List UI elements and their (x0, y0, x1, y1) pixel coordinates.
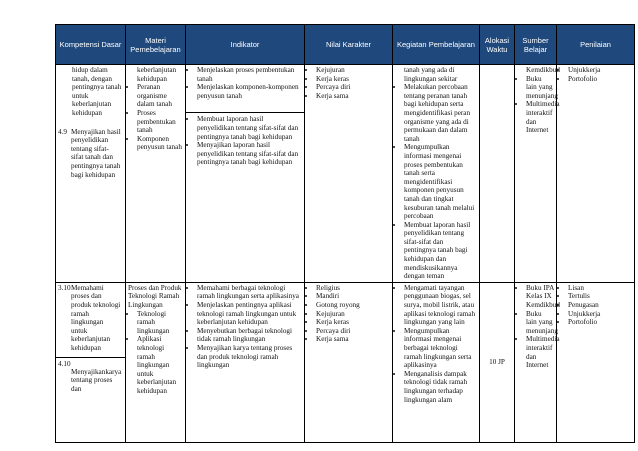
list-item: • Kejujuran (316, 310, 390, 319)
kd-text: Menyajikankarya tentang proses dan (71, 367, 122, 393)
table-row (56, 282, 635, 442)
cell-sumber (515, 282, 560, 442)
cell-penilaian (557, 282, 635, 442)
kd-number: 4.9 (58, 127, 67, 136)
list-item: • Kerja sama (316, 335, 390, 344)
list-item: • Unjukkerja (568, 310, 632, 319)
list-item: • Penugasan (568, 301, 632, 310)
penilaian-list (559, 284, 632, 327)
cell-materi (126, 282, 186, 442)
list-item: • Menjelaskan pentingnya aplikasi teknologi ramah lingkungan untuk keberlanjutan kehidupan (197, 301, 302, 327)
kd-text: Memahami proses dan produk teknologi ramah lingkungan untuk keberlanjutan kehidupan (71, 283, 121, 352)
kd-item (58, 128, 123, 180)
cell-kompetensi-dasar (56, 282, 126, 442)
kd-number: 4.10 (58, 359, 71, 368)
header-penilaian: Penilaian (557, 25, 635, 65)
sumber-list (517, 74, 560, 135)
kd-item (58, 360, 123, 394)
table-row (56, 65, 635, 283)
header-alokasi: Alokasi Waktu (480, 25, 515, 65)
sumber-continuation: Kemdikbud (526, 66, 560, 74)
list-item: • Percaya diri (316, 83, 390, 92)
cell-kegiatan (393, 282, 480, 442)
list-item: • Kerja keras (316, 318, 390, 327)
cell-alokasi: 10 JP (480, 282, 515, 442)
list-item: • Teknologi ramah lingkungan (137, 310, 183, 336)
list-item: • Gotong royong (316, 301, 390, 310)
list-item: • Membuat laporan hasil penyelidikan tentang sifat-sifat dan pentingnya tanah bagi kehidupan dan mendiskusikannya dengan teman (404, 221, 477, 281)
list-item: • Buku lain yang menunjang (526, 75, 554, 101)
list-item: • Menjelaskan proses pembentukan tanah (197, 66, 302, 83)
list-item: • Peranan organisme dalam tanah (137, 83, 183, 109)
kd-number: 3.10 (58, 283, 71, 292)
list-item: • Melakukan percobaan tentang peranan tanah bagi kehidupan serta mengidentifikasi peran organisme yang ada di permukaan dan dalam tanah (404, 83, 477, 143)
indikator-list (188, 284, 302, 370)
list-item: • Percaya diri (316, 327, 390, 336)
cell-kegiatan (393, 65, 480, 283)
list-item: • Memahami berbagai teknologi ramah lingkungan serta aplikasinya (197, 284, 302, 301)
list-item: • Mengamati tayangan penggunaan biogas, sel surya, mobil listrik, atau aplikasi teknologi ramah lingkungan yang lain (404, 284, 477, 327)
materi-list (128, 83, 183, 152)
materi-list (128, 310, 183, 396)
list-item: • Menyajikan laporan hasil penyelidikan tentang sifat-sifat dan pentingnya tanah bagi kehidupan (197, 141, 302, 167)
list-item: • Proses pembentukan tanah (137, 109, 183, 135)
list-item: • Membuat laporan hasil penyelidikan tentang sifat-sifat dan pentingnya tanah bagi kehidupan (197, 115, 302, 141)
cell-penilaian (557, 65, 635, 283)
header-materi: Materi Pemebelajaran (126, 25, 186, 65)
cell-nilai-karakter (305, 65, 393, 283)
kd-text: Menyajikan hasil penyelidikan tentang sifat-sifat tanah dan pentingnya tanah bagi kehidupan (71, 127, 121, 179)
materi-continuation: keberlanjutan kehidupan (137, 66, 177, 83)
syllabus-table (55, 24, 635, 443)
header-sumber: Sumber Belajar (515, 25, 557, 65)
list-item: • Lisan (568, 284, 632, 293)
materi-lead: Proses dan Produk Teknologi Ramah Lingkungan (128, 283, 182, 310)
list-item: • Mandiri (316, 292, 390, 301)
list-item: • Kejujuran (316, 66, 390, 75)
nilai-list (307, 66, 390, 100)
sumber-list (517, 283, 560, 370)
indikator-list-b (188, 115, 302, 167)
list-item: • Unjukkerja (568, 66, 632, 75)
kd-item (58, 284, 123, 353)
list-item: • Buku IPA Kelas IX Kemdikbud (526, 284, 554, 310)
list-item: • Multimedia interaktif dan Internet (526, 335, 554, 369)
list-item: • Aplikasi teknologi ramah lingkungan untuk keberlanjutan kehidupan (137, 335, 183, 395)
list-item: • Mengumpulkan informasi mengenai proses pembentukan tanah serta mengidentifikasi komponen penyusun tanah dan tingkat kesuburan tanah melalui percobaan (404, 143, 477, 220)
cell-indikator (186, 65, 305, 283)
list-item: • Komponen penyusun tanah (137, 135, 183, 152)
list-item: • Religius (316, 284, 390, 293)
list-item: • Menganalisis dampak teknologi tidak ramah lingkungan terhadap lingkungan alam (404, 370, 477, 404)
list-item: • Tertulis (568, 292, 632, 301)
nilai-list (307, 284, 390, 344)
kegiatan-continuation: tanah yang ada di lingkungan sekitar (404, 66, 458, 83)
header-indikator: Indikator (186, 25, 305, 65)
list-item: • Portofolio (568, 318, 632, 327)
list-item: • Menyebutkan berbagai teknologi tidak ramah lingkungan (197, 327, 302, 344)
list-item: • Kerja keras (316, 75, 390, 84)
header-nilai-karakter: Nilai Karakter (305, 25, 393, 65)
kd-continuation: hidup dalam tanah, dengan pentingnya tanah untuk keberlanjutan kehidupan (72, 66, 122, 117)
list-item: • Kerja sama (316, 92, 390, 101)
list-item: • Menjelaskan komponen-komponen penyusun tanah (197, 83, 302, 100)
kegiatan-list (395, 284, 477, 404)
cell-nilai-karakter (305, 282, 393, 442)
list-item: • Multimedia interaktif dan Internet (526, 100, 554, 134)
header-kompetensi-dasar: Kompetensi Dasar (56, 25, 126, 65)
cell-kompetensi-dasar (56, 65, 126, 283)
list-item: • Menyajikan karya tentang proses dan produk teknologi ramah lingkungan (197, 344, 302, 370)
list-item: • Portofolio (568, 75, 632, 84)
kegiatan-list (395, 83, 477, 281)
cell-alokasi (480, 65, 515, 283)
header-kegiatan: Kegiatan Pembelajaran (393, 25, 480, 65)
cell-sumber (515, 65, 560, 283)
list-item: • Mengumpulkan informasi mengenai berbagai teknologi ramah lingkungan serta aplikasinya (404, 327, 477, 370)
table-header-row (56, 25, 635, 65)
penilaian-list (559, 66, 632, 83)
indikator-list-a (188, 66, 302, 100)
cell-indikator (186, 282, 305, 442)
cell-materi (126, 65, 186, 283)
list-item: • Buku lain yang menunjang (526, 310, 554, 336)
